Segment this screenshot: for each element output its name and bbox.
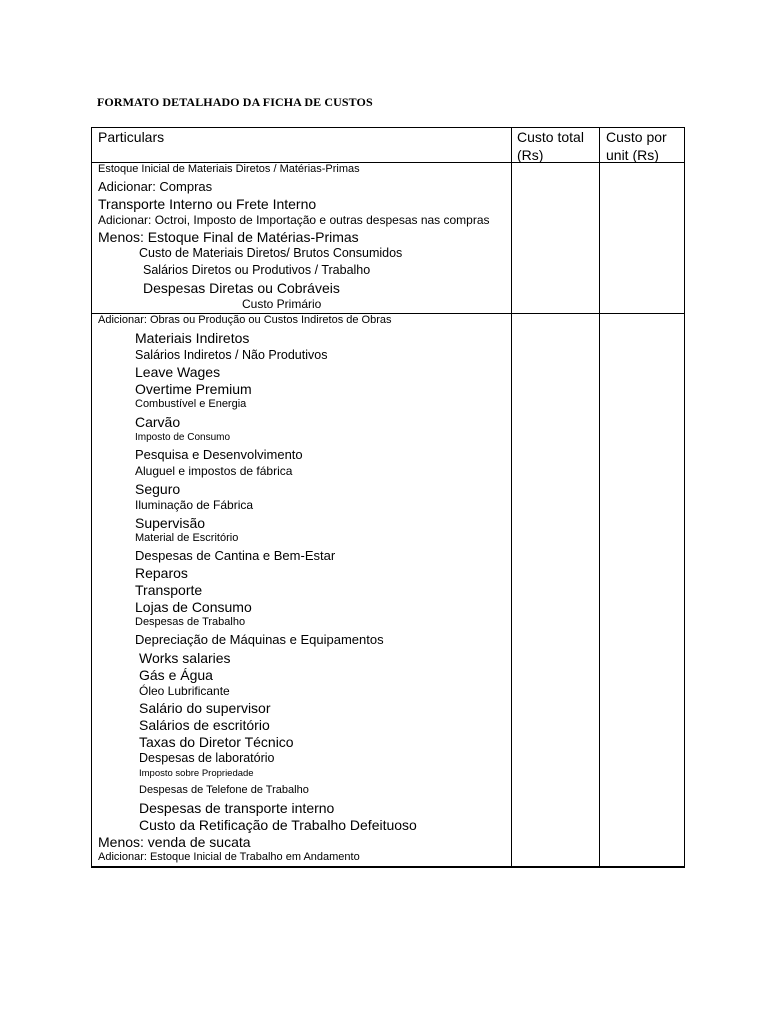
particular-line: Gás e Água — [139, 667, 213, 683]
particular-line: Despesas Diretas ou Cobráveis — [143, 280, 340, 296]
particular-line: Adicionar: Compras — [98, 179, 213, 194]
particular-line: Adicionar: Obras ou Produção ou Custos Indiretos de Obras — [98, 314, 392, 326]
particular-line: Pesquisa e Desenvolvimento — [135, 447, 303, 462]
particular-line: Reparos — [135, 565, 188, 581]
particular-line: Menos: venda de sucata — [98, 834, 251, 850]
particular-line: Óleo Lubrificante — [139, 684, 230, 698]
particular-line: Salários de escritório — [139, 717, 270, 733]
particular-line: Adicionar: Estoque Inicial de Trabalho em Andamento — [98, 851, 360, 863]
particular-line: Supervisão — [135, 515, 206, 531]
particular-line: Despesas de Telefone de Trabalho — [139, 784, 309, 796]
particular-line: Transporte — [135, 582, 203, 598]
header-total-cost-line1: Custo total — [517, 129, 584, 145]
particular-line: Iluminação de Fábrica — [135, 498, 254, 512]
document-title: FORMATO DETALHADO DA FICHA DE CUSTOS — [97, 95, 373, 109]
column-divider-2 — [599, 128, 600, 867]
particular-line: Estoque Inicial de Materiais Diretos / Matérias-Primas — [98, 163, 360, 175]
particular-line: Despesas de laboratório — [139, 751, 275, 765]
particular-line: Despesas de transporte interno — [139, 800, 335, 816]
cost-sheet-table — [91, 127, 685, 868]
particular-line: Menos: Estoque Final de Matérias-Primas — [98, 229, 359, 245]
particular-line: Material de Escritório — [135, 532, 239, 544]
particular-line: Custo Primário — [242, 297, 322, 311]
particular-line: Overtime Premium — [135, 381, 252, 397]
particular-line: Salário do supervisor — [139, 700, 271, 716]
particular-line: Despesas de Trabalho — [135, 616, 246, 628]
particular-line: Carvão — [135, 414, 181, 430]
particular-line: Salários Diretos ou Produtivos / Trabalho — [143, 263, 371, 277]
particular-line: Seguro — [135, 481, 181, 497]
particular-line: Adicionar: Octroi, Imposto de Importação e outras despesas nas compras — [98, 213, 490, 227]
header-total-cost-line2: (Rs) — [517, 147, 544, 163]
header-unit-cost-line2: unit (Rs) — [606, 147, 659, 163]
particular-line: Combustível e Energia — [135, 398, 247, 410]
column-divider-1 — [511, 128, 512, 867]
particular-line: Aluguel e impostos de fábrica — [135, 464, 293, 478]
particular-line: Transporte Interno ou Frete Interno — [98, 196, 317, 212]
table-bottom-border — [92, 866, 684, 868]
header-particulars: Particulars — [98, 129, 165, 145]
particular-line: Leave Wages — [135, 364, 221, 380]
header-unit-cost-line1: Custo por — [606, 129, 667, 145]
particular-line: Taxas do Diretor Técnico — [139, 734, 294, 750]
particular-line: Imposto de Consumo — [135, 432, 231, 443]
particular-line: Custo de Materiais Diretos/ Brutos Consumidos — [139, 246, 403, 260]
particular-line: Works salaries — [139, 650, 231, 666]
particular-line: Imposto sobre Propriedade — [139, 768, 254, 779]
particular-line: Depreciação de Máquinas e Equipamentos — [135, 632, 384, 647]
particular-line: Salários Indiretos / Não Produtivos — [135, 348, 328, 362]
particular-line: Custo da Retificação de Trabalho Defeituoso — [139, 817, 417, 833]
particular-line: Lojas de Consumo — [135, 599, 252, 615]
particular-line: Materiais Indiretos — [135, 330, 250, 346]
particular-line: Despesas de Cantina e Bem-Estar — [135, 548, 336, 563]
